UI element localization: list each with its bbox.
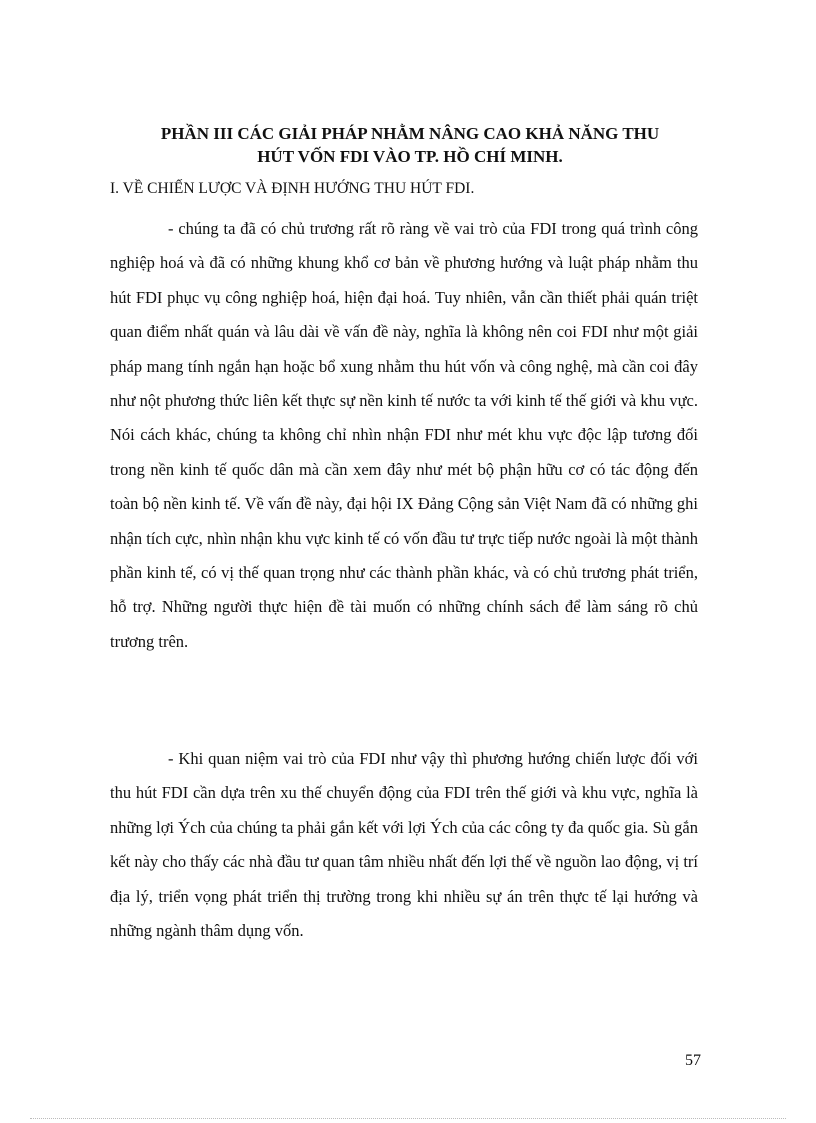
body-paragraph-1	[110, 212, 698, 659]
body-paragraph-2	[110, 742, 698, 948]
section-heading: I. VỀ CHIẾN LƯỢC VÀ ĐỊNH HƯỚNG THU HÚT FDI.	[110, 180, 475, 197]
paragraph-1-text: - chúng ta đã có chủ trương rất rõ ràng về vai trò của FDI trong quá trình công nghiệp hoá và đã có những khung khổ cơ bản về phương hướng và luật pháp nhằm thu hút FDI phục vụ công nghiệp hoá, hiện đại hoá. Tuy nhiên, vẫn cần thiết phải quán triệt quan điểm nhất quán và lâu dài về vấn đề này, nghĩa là không nên coi FDI như một giải pháp mang tính ngắn hạn hoặc bổ xung nhằm thu hút vốn và công nghệ, mà cần coi đây như nột phương thức liên kết thực sự nền kinh tế nước ta với kinh tế thế giới và khu vực. Nói cách khác, chúng ta không chỉ nhìn nhận FDI như mét khu vực độc lập tương đối trong nền kinh tế quốc dân mà cần xem đây như mét bộ phận hữu cơ có tác động đến toàn bộ nền kinh tế. Về vấn đề này, đại hội IX Đảng Cộng sản Việt Nam đã có những ghi nhận tích cực, nhìn nhận khu vực kinh tế có vốn đầu tư trực tiếp nước ngoài là một thành phần kinh tế, có vị thế quan trọng như các thành phần khác, và có chủ trương phát triển, hỗ trợ. Những người thực hiện đề tài muốn có những chính sách để làm sáng rõ chủ trương trên.	[110, 219, 698, 651]
footer-divider	[30, 1118, 786, 1119]
paragraph-2-text: - Khi quan niệm vai trò của FDI như vậy thì phương hướng chiến lược đối với thu hút FDI cần dựa trên xu thế chuyển động của FDI trên thế giới và khu vực, nghĩa là những lợi Ých của chúng ta phải gắn kết với lợi Ých của các công ty đa quốc gia. Sù gắn kết này cho thấy các nhà đầu tư quan tâm nhiều nhất đến lợi thế về nguồn lao động, vị trí địa lý, triển vọng phát triển thị trường trong khi nhiều sự án trên thực tế lại hướng và những ngành thâm dụng vốn.	[110, 749, 698, 941]
page-number: 57	[685, 1052, 701, 1069]
chapter-title-line-1: PHẦN III CÁC GIẢI PHÁP NHẰM NÂNG CAO KHẢ NĂNG THU	[160, 124, 660, 143]
chapter-title-line-2: HÚT VỐN FDI VÀO TP. HỒ CHÍ MINH.	[257, 147, 563, 166]
chapter-title	[110, 122, 710, 168]
